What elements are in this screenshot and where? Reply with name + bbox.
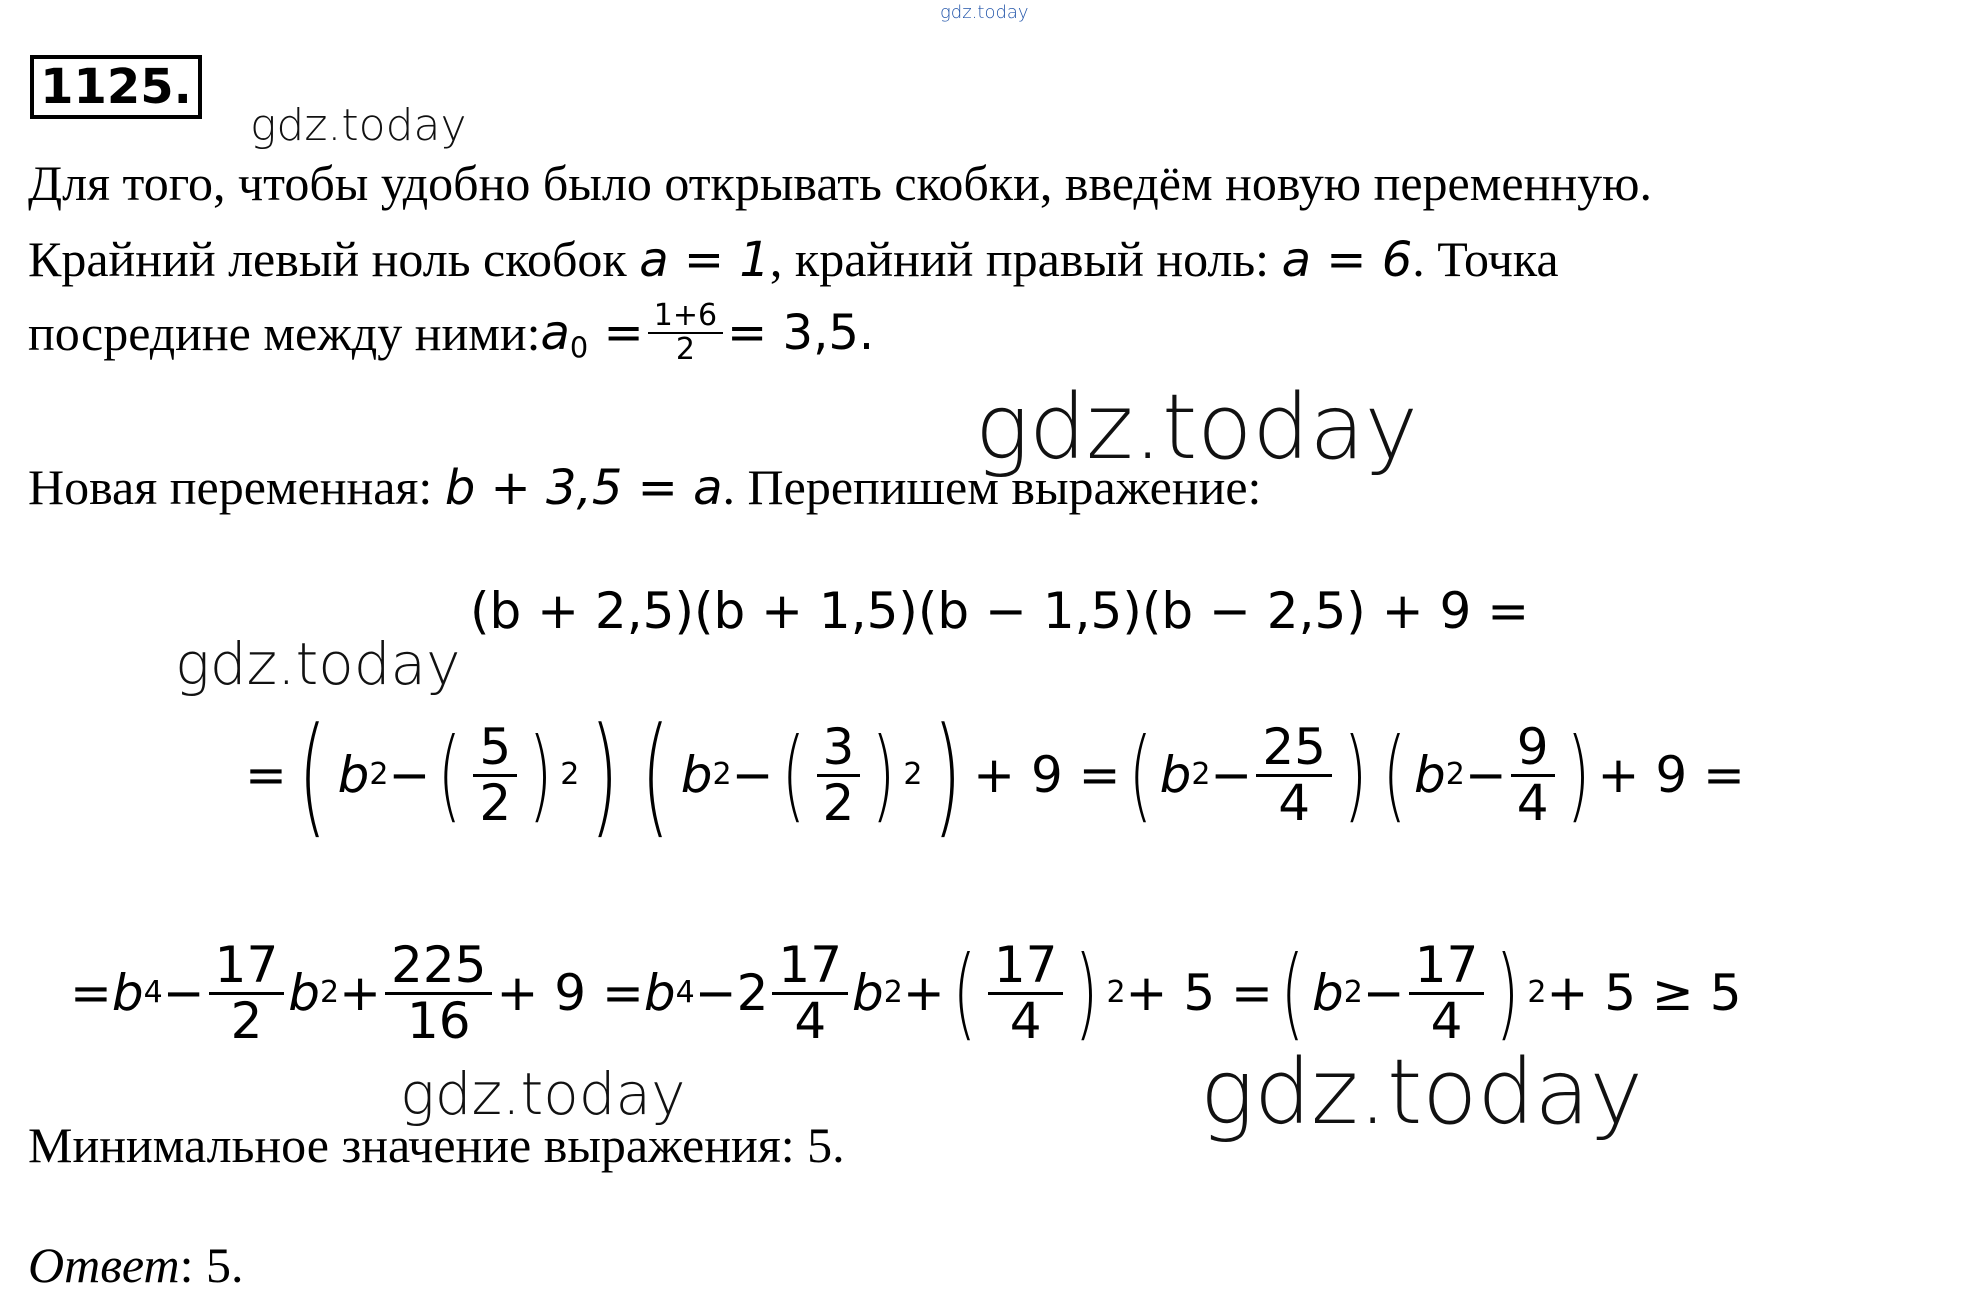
eq2-plus9: + 9 = (973, 746, 1121, 804)
eq2-minus: − (1464, 746, 1507, 804)
eq2-b: b (1159, 746, 1192, 804)
frac-denominator: 4 (1278, 773, 1311, 832)
eq2-b: b (1413, 746, 1446, 804)
answer-value: : 5. (179, 1237, 244, 1293)
paren-close: ) (1343, 716, 1368, 833)
eq3-b: b (111, 964, 144, 1022)
paren-open: ( (1280, 934, 1305, 1051)
para1-line2-eq2: a = 6 (1281, 232, 1413, 288)
eq2-tail: + 9 = (1597, 746, 1745, 804)
frac-numerator: 3 (817, 721, 861, 777)
para1-line2 (28, 231, 1559, 288)
eq3-plus: + (902, 964, 945, 1022)
frac-17-4 (1409, 936, 1485, 1050)
para2-eq: b + 3,5 = a (444, 460, 723, 516)
eq3-b: b (643, 964, 676, 1022)
paren-open: ( (952, 934, 977, 1051)
frac-17-4 (988, 936, 1064, 1050)
para1-line3-eq: = (588, 304, 644, 361)
para1-line1: Для того, чтобы удобно было открывать скобки, введём новую переменную. (28, 155, 1652, 211)
answer (28, 1237, 244, 1293)
answer-label: Ответ (28, 1237, 180, 1293)
eq3-p5: + 5 = (1125, 964, 1273, 1022)
frac-numerator: 25 (1256, 721, 1332, 777)
paren-open: ( (1382, 716, 1407, 833)
eq3-two: 2 (736, 964, 769, 1022)
frac-9-4 (1511, 718, 1555, 832)
frac-225-16 (385, 936, 492, 1050)
frac-denominator: 2 (479, 773, 512, 832)
watermark-2: gdz.today (975, 375, 1418, 480)
frac-numerator: 9 (1511, 721, 1555, 777)
frac-17-4 (772, 936, 848, 1050)
big-paren-open: ( (298, 699, 327, 851)
para1-line2-eq1: a = 1 (639, 232, 770, 288)
frac-denominator: 16 (406, 991, 471, 1050)
eq2-b: b (337, 746, 370, 804)
frac-denominator: 2 (822, 773, 855, 832)
frac-5-2 (473, 718, 517, 832)
para1-line3-var: a (540, 304, 570, 361)
paren-close: ) (872, 716, 896, 833)
problem-number: 1125. (30, 55, 202, 119)
watermark-5: gdz.today (1200, 1040, 1643, 1145)
frac-25-4 (1256, 718, 1332, 832)
eq2-eq: = (245, 746, 287, 804)
frac-numerator: 17 (1409, 939, 1485, 995)
big-paren-close: ) (933, 699, 962, 851)
paren-close: ) (529, 716, 553, 833)
eq2-b: b (680, 746, 713, 804)
eq3-b: b (852, 964, 884, 1022)
eq2-minus: − (388, 746, 431, 804)
frac-numerator: 17 (772, 939, 848, 995)
equation-line-2: = ( b 2 − ( $\frac{5}{2}$ ) 2 ) ( b 2 − ( $\frac{3}{2}$ ) 2 ) + 9 = ( b 2 − $\frac{25}{4}$ ) ( b 2 − $\frac{9}{4}$ ) + 9 = (245, 699, 1745, 851)
eq3-b: b (1311, 964, 1344, 1022)
eq3-minus: − (162, 964, 205, 1022)
watermark-1: gdz.today (250, 100, 467, 151)
eq3-b: b (288, 964, 321, 1022)
frac-denominator: 2 (675, 331, 695, 367)
frac-numerator: 5 (473, 721, 517, 777)
paren-close: ) (1496, 934, 1520, 1051)
watermark-4: gdz.today (400, 1060, 686, 1128)
para3: Минимальное значение выражения: 5. (28, 1117, 845, 1173)
para1-line2-a: Крайний левый ноль скобок (28, 231, 640, 287)
watermark-3: gdz.today (175, 630, 461, 698)
para2-text-a: Новая переменная: (28, 459, 445, 515)
eq2-minus: − (1210, 746, 1253, 804)
header-watermark: gdz.today (940, 2, 1029, 23)
frac-3-2 (817, 718, 861, 832)
frac-numerator: 1+6 (648, 300, 723, 334)
para1-line3-res: = 3,5. (727, 304, 875, 361)
para2-text-b: . Перепишем выражение: (722, 459, 1262, 515)
frac-denominator: 4 (794, 991, 827, 1050)
eq3-p9: + 9 = (496, 964, 644, 1022)
eq2-minus: − (731, 746, 774, 804)
frac-denominator: 4 (1516, 773, 1549, 832)
paren-open: ( (438, 716, 462, 833)
frac-numerator: 17 (209, 939, 285, 995)
frac-17-2 (209, 936, 285, 1050)
eq3-minus: − (1362, 964, 1405, 1022)
big-paren-close: ) (590, 699, 619, 851)
frac-denominator: 4 (1009, 991, 1042, 1050)
frac-numerator: 17 (988, 939, 1064, 995)
eq3-tail: + 5 ≥ 5 (1546, 964, 1742, 1022)
para2 (28, 459, 1262, 516)
equation-line-3: = b 4 − $\frac{17}{2}$ b 2 + $\frac{225}{16}$ + 9 = b 4 − 2 $\frac{17}{4}$ b 2 + ( $\frac{17}{4}$ ) 2 + 5 = ( b 2 − $\frac{17}{4}$ ) 2 + 5 ≥ 5 (70, 934, 1742, 1051)
para1-line2-b: , крайний правый ноль: (769, 231, 1282, 287)
paren-open: ( (1128, 716, 1152, 833)
equation-line-1: (b + 2,5)(b + 1,5)(b − 1,5)(b − 2,5) + 9 = (470, 582, 1530, 640)
para1-line3 (28, 300, 874, 365)
frac-denominator: 4 (1430, 991, 1463, 1050)
big-paren-open: ( (641, 699, 670, 851)
paren-close: ) (1566, 716, 1590, 833)
para1-line2-c: . Точка (1412, 231, 1559, 287)
eq3-plus: + (339, 964, 382, 1022)
paren-open: ( (781, 716, 805, 833)
para1-line3-sub: 0 (569, 330, 589, 365)
eq3-eq: = (70, 964, 112, 1022)
eq3-minus: − (694, 964, 737, 1022)
frac-numerator: 225 (385, 939, 492, 995)
para1-line3-frac (648, 300, 723, 365)
para1-line3-a: посредине между ними: (28, 304, 541, 361)
frac-denominator: 2 (230, 991, 263, 1050)
paren-close: ) (1075, 934, 1099, 1051)
